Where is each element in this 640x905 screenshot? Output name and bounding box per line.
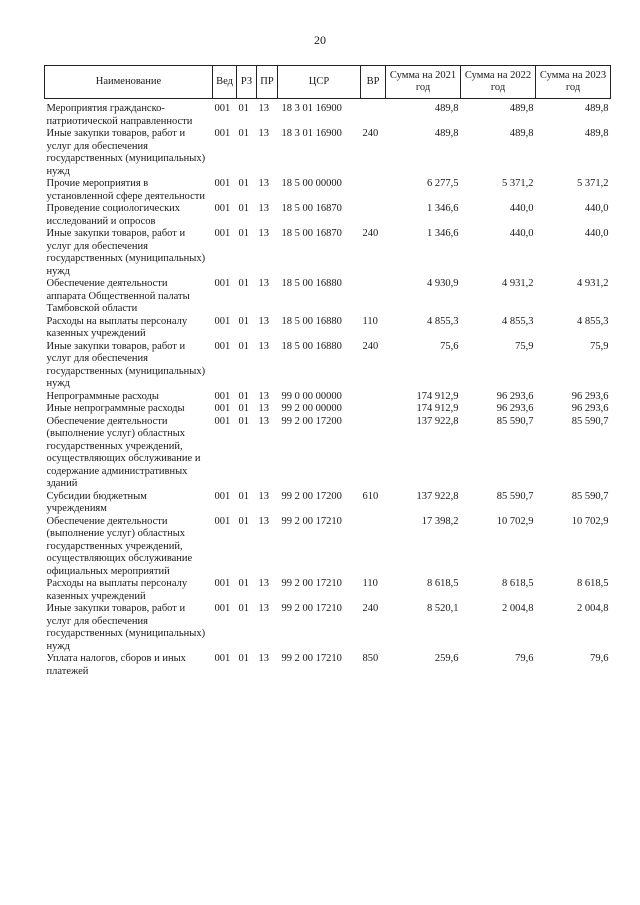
cell-ved: 001	[214, 228, 231, 239]
cell-sum-2021: 8 618,5	[427, 578, 459, 589]
table-row	[45, 228, 611, 278]
cell-csr: 99 2 00 17210	[281, 578, 342, 589]
cell-pr: 13	[258, 403, 269, 414]
cell-sum-2022: 85 590,7	[496, 490, 534, 502]
cell-rz: 01	[238, 128, 249, 139]
cell-ved: 001	[214, 390, 231, 402]
table-row	[45, 653, 611, 678]
cell-vr	[361, 103, 386, 128]
cell-sum-2021: 489,8	[434, 128, 459, 139]
cell-sum-2021: 75,6	[440, 340, 459, 352]
cell-csr: 99 2 00 17200	[281, 490, 342, 502]
cell-sum-2021: 6 277,5	[427, 178, 459, 189]
cell-vr	[361, 416, 386, 491]
cell-csr: 99 2 00 17210	[281, 515, 342, 527]
cell-sum-2021: 137 922,8	[416, 490, 459, 502]
cell-sum-2021: 8 520,1	[427, 603, 459, 614]
table-row	[45, 578, 611, 603]
cell-sum-2023: 8 618,5	[577, 578, 609, 589]
cell-pr: 13	[258, 515, 269, 527]
page-number: 20	[314, 33, 326, 47]
cell-name: Обеспечение деятельности (выполнение услуг) областных государственных учреждений, осуществляющих обслуживание официальных мероприятий	[46, 515, 193, 577]
cell-pr: 13	[258, 203, 269, 214]
table-row	[45, 391, 611, 404]
cell-vr: 110	[362, 315, 378, 327]
cell-ved: 001	[214, 203, 231, 214]
cell-pr: 13	[258, 653, 269, 664]
cell-vr	[361, 178, 386, 203]
cell-pr: 13	[258, 578, 269, 589]
cell-pr: 13	[258, 603, 269, 614]
cell-sum-2022: 5 371,2	[502, 178, 534, 189]
cell-vr: 240	[362, 228, 379, 239]
cell-rz: 01	[238, 278, 249, 289]
cell-csr: 18 3 01 16900	[281, 103, 342, 114]
cell-sum-2021: 17 398,2	[421, 515, 459, 527]
table-row	[45, 278, 611, 316]
cell-csr: 99 0 00 00000	[281, 390, 342, 402]
table-row	[45, 128, 611, 178]
cell-ved: 001	[214, 128, 231, 139]
cell-pr: 13	[258, 128, 269, 139]
cell-ved: 001	[214, 315, 231, 327]
cell-sum-2022: 96 293,6	[496, 390, 534, 402]
cell-sum-2023: 440,0	[584, 203, 609, 214]
cell-sum-2021: 174 912,9	[416, 403, 459, 414]
table-row	[45, 316, 611, 341]
cell-vr: 240	[362, 340, 379, 352]
cell-name: Субсидии бюджетным учреждениям	[46, 490, 147, 514]
cell-vr: 610	[362, 490, 379, 502]
cell-csr: 18 5 00 00000	[281, 178, 342, 189]
cell-ved: 001	[214, 515, 231, 527]
header-sum-2021: Сумма на 2021 год	[386, 66, 461, 99]
table-row	[45, 403, 611, 416]
cell-ved: 001	[214, 653, 231, 664]
cell-pr: 13	[258, 278, 269, 289]
cell-rz: 01	[238, 203, 249, 214]
cell-sum-2021: 259,6	[434, 653, 459, 664]
cell-ved: 001	[214, 340, 231, 352]
cell-sum-2022: 4 931,2	[502, 278, 534, 289]
cell-sum-2022: 489,8	[509, 103, 534, 114]
cell-ved: 001	[214, 178, 231, 189]
cell-sum-2021: 137 922,8	[416, 415, 459, 427]
header-sum-2023: Сумма на 2023 год	[536, 66, 611, 99]
cell-sum-2023: 4 931,2	[577, 278, 609, 289]
cell-sum-2023: 489,8	[584, 103, 609, 114]
cell-rz: 01	[238, 228, 249, 239]
cell-ved: 001	[214, 278, 231, 289]
cell-rz: 01	[238, 315, 249, 327]
cell-sum-2023: 4 855,3	[577, 315, 609, 327]
cell-sum-2022: 96 293,6	[496, 403, 534, 414]
cell-rz: 01	[238, 340, 249, 352]
cell-sum-2022: 4 855,3	[502, 315, 534, 327]
header-sum-2022: Сумма на 2022 год	[461, 66, 536, 99]
cell-name: Мероприятия гражданско-патриотической направленности	[46, 103, 193, 127]
table-body	[45, 99, 611, 679]
cell-name: Иные непрограммные расходы	[46, 403, 185, 414]
cell-vr: 110	[362, 578, 378, 589]
table-row	[45, 603, 611, 653]
cell-sum-2023: 85 590,7	[571, 415, 609, 427]
cell-pr: 13	[258, 390, 269, 402]
cell-name: Иные закупки товаров, работ и услуг для обеспечения государственных (муниципальных) нужд	[46, 228, 206, 277]
cell-ved: 001	[214, 578, 231, 589]
cell-sum-2022: 10 702,9	[496, 515, 534, 527]
cell-sum-2021: 174 912,9	[416, 390, 459, 402]
cell-rz: 01	[238, 415, 249, 427]
cell-csr: 18 3 01 16900	[281, 128, 342, 139]
cell-csr: 18 5 00 16880	[281, 315, 342, 327]
cell-ved: 001	[214, 415, 231, 427]
cell-sum-2022: 489,8	[509, 128, 534, 139]
cell-pr: 13	[258, 490, 269, 502]
cell-sum-2023: 96 293,6	[571, 403, 609, 414]
cell-name: Расходы на выплаты персоналу казенных учреждений	[46, 578, 188, 602]
table-row	[45, 103, 611, 128]
cell-name: Иные закупки товаров, работ и услуг для обеспечения государственных (муниципальных) нужд	[46, 128, 206, 177]
table-row	[45, 516, 611, 579]
cell-rz: 01	[238, 653, 249, 664]
cell-pr: 13	[258, 415, 269, 427]
cell-rz: 01	[238, 178, 249, 189]
cell-name: Иные закупки товаров, работ и услуг для обеспечения государственных (муниципальных) нужд	[46, 340, 206, 389]
cell-csr: 18 5 00 16880	[281, 340, 342, 352]
cell-rz: 01	[238, 515, 249, 527]
table-row	[45, 178, 611, 203]
cell-sum-2023: 96 293,6	[571, 390, 609, 402]
cell-rz: 01	[238, 403, 249, 414]
cell-sum-2021: 1 346,6	[427, 203, 459, 214]
cell-rz: 01	[238, 490, 249, 502]
header-ved: Вед	[213, 66, 237, 99]
cell-vr	[361, 278, 386, 316]
cell-rz: 01	[238, 103, 249, 114]
cell-ved: 001	[214, 103, 231, 114]
cell-csr: 99 2 00 17210	[281, 603, 342, 614]
cell-vr	[361, 403, 386, 416]
cell-ved: 001	[214, 403, 231, 414]
header-csr: ЦСР	[278, 66, 361, 99]
cell-vr: 240	[362, 128, 379, 139]
header-rz: РЗ	[237, 66, 257, 99]
table-row	[45, 491, 611, 516]
cell-sum-2022: 8 618,5	[502, 578, 534, 589]
cell-csr: 18 5 00 16870	[281, 203, 342, 214]
cell-rz: 01	[238, 603, 249, 614]
cell-name: Обеспечение деятельности аппарата Общественной палаты Тамбовской области	[46, 278, 190, 314]
cell-sum-2021: 1 346,6	[427, 228, 459, 239]
cell-name: Прочие мероприятия в установленной сфере деятельности	[46, 178, 206, 202]
cell-name: Расходы на выплаты персоналу казенных учреждений	[46, 315, 188, 339]
cell-sum-2021: 4 930,9	[427, 278, 459, 289]
cell-csr: 99 2 00 00000	[281, 403, 342, 414]
cell-sum-2022: 79,6	[515, 653, 534, 664]
cell-name: Обеспечение деятельности (выполнение услуг) областных государственных учреждений, осуществляющих обслуживание и содержание административных зданий	[46, 415, 201, 489]
cell-sum-2022: 85 590,7	[496, 415, 534, 427]
cell-pr: 13	[258, 315, 269, 327]
cell-sum-2023: 489,8	[584, 128, 609, 139]
cell-sum-2021: 4 855,3	[427, 315, 459, 327]
cell-rz: 01	[238, 390, 249, 402]
cell-ved: 001	[214, 490, 231, 502]
budget-table	[44, 65, 611, 678]
header-pr: ПР	[257, 66, 278, 99]
table-row	[45, 341, 611, 391]
header-name: Наименование	[45, 66, 213, 99]
cell-sum-2022: 440,0	[509, 228, 534, 239]
table-header	[45, 66, 611, 99]
cell-vr	[361, 516, 386, 579]
cell-vr: 850	[362, 653, 379, 664]
cell-pr: 13	[258, 103, 269, 114]
cell-sum-2021: 489,8	[434, 103, 459, 114]
cell-rz: 01	[238, 578, 249, 589]
cell-name: Непрограммные расходы	[46, 390, 159, 402]
cell-sum-2022: 440,0	[509, 203, 534, 214]
cell-vr: 240	[362, 603, 379, 614]
cell-pr: 13	[258, 178, 269, 189]
cell-ved: 001	[214, 603, 231, 614]
cell-vr	[361, 203, 386, 228]
cell-name: Уплата налогов, сборов и иных платежей	[46, 653, 186, 677]
cell-name: Проведение социологических исследований и опросов	[46, 203, 181, 227]
cell-sum-2022: 75,9	[515, 340, 534, 352]
cell-vr	[361, 391, 386, 404]
cell-sum-2023: 5 371,2	[577, 178, 609, 189]
cell-sum-2023: 79,6	[590, 653, 609, 664]
cell-sum-2023: 10 702,9	[571, 515, 609, 527]
cell-sum-2023: 75,9	[590, 340, 609, 352]
cell-sum-2023: 85 590,7	[571, 490, 609, 502]
cell-csr: 99 2 00 17210	[281, 653, 342, 664]
cell-pr: 13	[258, 228, 269, 239]
cell-name: Иные закупки товаров, работ и услуг для обеспечения государственных (муниципальных) нужд	[46, 603, 206, 652]
cell-sum-2023: 440,0	[584, 228, 609, 239]
table-row	[45, 416, 611, 491]
header-vr: ВР	[361, 66, 386, 99]
cell-sum-2022: 2 004,8	[502, 603, 534, 614]
table-row	[45, 203, 611, 228]
cell-csr: 99 2 00 17200	[281, 415, 342, 427]
cell-pr: 13	[258, 340, 269, 352]
cell-sum-2023: 2 004,8	[577, 603, 609, 614]
cell-csr: 18 5 00 16870	[281, 228, 342, 239]
cell-csr: 18 5 00 16880	[281, 278, 342, 289]
